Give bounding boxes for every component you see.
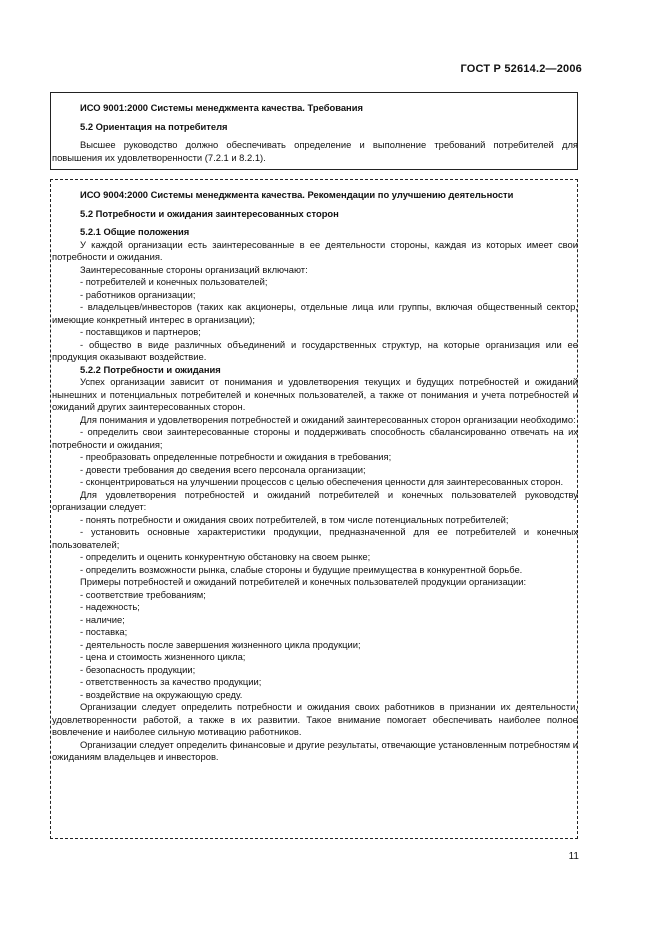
paragraph: Организации следует определить финансовые и другие результаты, отвечающие установленным потребностям и ожиданиям владельцев и инвесторов. [52,738,578,762]
iso-9001-title: ИСО 9001:2000 Системы менеджмента качества. Требования [80,102,363,113]
iso-9001-excerpt [52,102,578,164]
subsection-heading: 5.2.2 Потребности и ожидания [80,363,221,375]
paragraph: Примеры потребностей и ожиданий потребителей и конечных пользователей продукции организации: [80,576,527,587]
list-item: - довести требования до сведения всего персонала организации; [80,463,366,475]
paragraph: Заинтересованные стороны организаций включают: [80,263,308,275]
list-item: - деятельность после завершения жизненного цикла продукции; [80,638,361,650]
subsection-heading: 5.2.1 Общие положения [80,226,190,237]
page-number: 11 [568,851,579,862]
list-item: - поставка; [80,626,128,637]
list-item: - преобразовать определенные потребности и ожидания в требования; [80,451,392,462]
document-code: ГОСТ Р 52614.2—2006 [460,63,582,75]
list-item: - ответственность за качество продукции; [80,676,262,687]
list-item: - воздействие на окружающую среду. [80,688,243,700]
iso-9004-title: ИСО 9004:2000 Системы менеджмента качества. Рекомендации по улучшению деятельности [80,189,514,200]
list-item: - понять потребности и ожидания своих потребителей, в том числе потенциальных потребителей; [80,513,509,525]
list-item: - владельцев/инвесторов (таких как акционеры, отдельные лица или группы, включая общественный сектор, имеющие конкретный интерес в организации); [52,301,578,325]
paragraph: Для удовлетворения потребностей и ожиданий потребителей и конечных пользователей руководству организации следует: [52,488,578,512]
list-item: - установить основные характеристики продукции, предназначенной для ее потребителей и конечных пользователей; [52,526,578,550]
list-item: - сконцентрироваться на улучшении процессов с целью обеспечения ценности для заинтересованных сторон. [80,476,564,487]
list-item: - поставщиков и партнеров; [80,326,201,337]
list-item: - работников организации; [80,288,196,300]
list-item: - безопасность продукции; [80,663,196,675]
paragraph: Высшее руководство должно обеспечивать определение и выполнение требований потребителей для повышения их удовлетворенности (7.2.1 и 8.2.1). [52,139,578,163]
paragraph: Организации следует определить потребности и ожидания своих работников в признании их деятельности, удовлетворенности работой, а также в их развитии. Такое внимание помогает обеспечивать наиболее полное вовлечение и наиболее сильную мотивацию работников. [52,701,578,737]
paragraph: Успех организации зависит от понимания и удовлетворения текущих и будущих потребностей и ожиданий нынешних и потенциальных потребителей и конечных пользователей, а также от понимания и учета потребностей и ожиданий других заинтересованных сторон. [52,376,578,412]
paragraph: У каждой организации есть заинтересованные в ее деятельности стороны, каждая из которых имеет свои потребности и ожидания. [52,238,578,262]
list-item: - цена и стоимость жизненного цикла; [80,651,246,662]
section-heading: 5.2 Ориентация на потребителя [80,120,228,132]
iso-9004-excerpt [52,189,578,764]
list-item: - соответствие требованиям; [80,588,206,600]
list-item: - наличие; [80,613,125,625]
list-item: - определить и оценить конкурентную обстановку на своем рынке; [80,551,371,562]
list-item: - определить возможности рынка, слабые стороны и будущие преимущества в конкурентной борьбе. [80,563,523,575]
list-item: - определить свои заинтересованные стороны и поддерживать способность сбалансированно отвечать на их потребности и ожидания; [52,426,578,450]
list-item: - надежность; [80,601,140,612]
list-item: - потребителей и конечных пользователей; [80,276,268,287]
paragraph: Для понимания и удовлетворения потребностей и ожиданий заинтересованных сторон организации необходимо: [80,413,576,425]
section-heading: 5.2 Потребности и ожидания заинтересованных сторон [80,207,339,219]
list-item: - общество в виде различных объединений и государственных структур, на которые организация или ее продукция оказывают воздействие. [52,338,578,362]
